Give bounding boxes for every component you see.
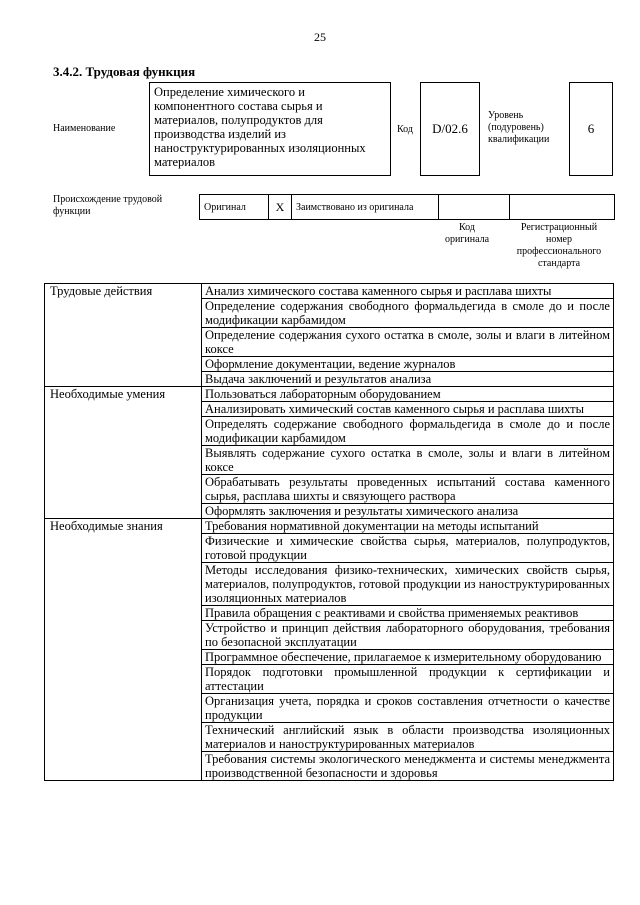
list-item: Выдача заключений и результатов анализа: [202, 372, 614, 387]
code-value: D/02.6: [432, 121, 468, 136]
section-title-cell: [45, 519, 202, 781]
borrowed-label: Заимствовано из оригинала: [296, 201, 414, 213]
code-original-cell: [439, 195, 510, 220]
level-box: [569, 82, 613, 176]
list-item: Физические и химические свойства сырья, материалов, полупродуктов, готовой продукции: [202, 534, 614, 563]
list-item: Оформление документации, ведение журналов: [202, 357, 614, 372]
section-title-cell: [45, 284, 202, 387]
function-name-box: [149, 82, 391, 176]
level-label: Уровень (подуровень) квалификации: [488, 110, 550, 145]
section-title-text: Необходимые знания: [50, 519, 163, 533]
reg-number-cell: [510, 195, 615, 220]
list-item: Требования системы экологического менеджмента и системы менеджмента производственной безопасности и здоровья: [202, 752, 614, 781]
reg-number-label: Регистрационный номер профессионального стандарта: [516, 222, 602, 269]
list-item: Выявлять содержание сухого остатка в смоле, золы и влаги в литейном коксе: [202, 446, 614, 475]
list-item: Оформлять заключения и результаты химического анализа: [202, 504, 614, 519]
list-item: Устройство и принцип действия лабораторного оборудования, требования по безопасной эксплуатации: [202, 621, 614, 650]
list-item: Определение содержания свободного формальдегида в смоле до и после модификации карбамидом: [202, 299, 614, 328]
code-box: [420, 82, 480, 176]
section-title-text: Трудовые действия: [50, 284, 153, 298]
level-value: 6: [587, 121, 595, 136]
list-item: Технический английский язык в области производства изоляционных материалов и наноструктурированных материалов: [202, 723, 614, 752]
section-title-cell: [45, 387, 202, 519]
list-item: Анализ химического состава каменного сырья и расплава шихты: [202, 284, 614, 299]
list-item: Программное обеспечение, прилагаемое к измерительному оборудованию: [202, 650, 614, 665]
list-item: Правила обращения с реактивами и свойства применяемых реактивов: [202, 606, 614, 621]
section-title: 3.4.2. Трудовая функция: [53, 64, 196, 79]
code-label: Код: [397, 124, 413, 135]
list-item: Пользоваться лабораторным оборудованием: [202, 387, 614, 402]
table-row: [45, 284, 614, 299]
page-number: 25: [314, 30, 326, 44]
table-row: [45, 387, 614, 402]
original-mark: X: [275, 199, 285, 214]
list-item: Требования нормативной документации на методы испытаний: [202, 519, 614, 534]
section-title-text: Необходимые умения: [50, 387, 166, 401]
list-item: Методы исследования физико-технических, химических свойств сырья, материалов, полупродуктов, готовой продукции из наноструктурированных изоляционных материалов: [202, 563, 614, 606]
list-item: Определять содержание свободного формальдегида в смоле до и после модификации карбамидом: [202, 417, 614, 446]
list-item: Организация учета, порядка и сроков составления отчетности о качестве продукции: [202, 694, 614, 723]
borrowed-cell: [292, 195, 439, 220]
code-original-label: Код оригинала: [444, 222, 490, 245]
list-item: Определение содержания сухого остатка в смоле, золы и влаги в литейном коксе: [202, 328, 614, 357]
list-item: Обрабатывать результаты проведенных испытаний состава каменного сырья, расплава шихты и связующего раствора: [202, 475, 614, 504]
list-item: Порядок подготовки промышленной продукции к сертификации и аттестации: [202, 665, 614, 694]
original-label: Оригинал: [204, 201, 246, 213]
original-label-cell: [200, 195, 269, 220]
name-label: Наименование: [53, 123, 116, 134]
table-row: [45, 519, 614, 534]
original-mark-cell: [269, 195, 292, 220]
function-name-value: Определение химического и компонентного состава сырья и материалов, полупродуктов для производства изделий из наноструктурированных изоляционных материалов: [154, 85, 366, 169]
list-item: Анализировать химический состав каменного сырья и расплава шихты: [202, 402, 614, 417]
origin-table: [199, 194, 615, 220]
origin-label: Происхождение трудовой функции: [53, 194, 163, 217]
function-table-body: [45, 284, 614, 781]
function-table: [44, 283, 614, 781]
